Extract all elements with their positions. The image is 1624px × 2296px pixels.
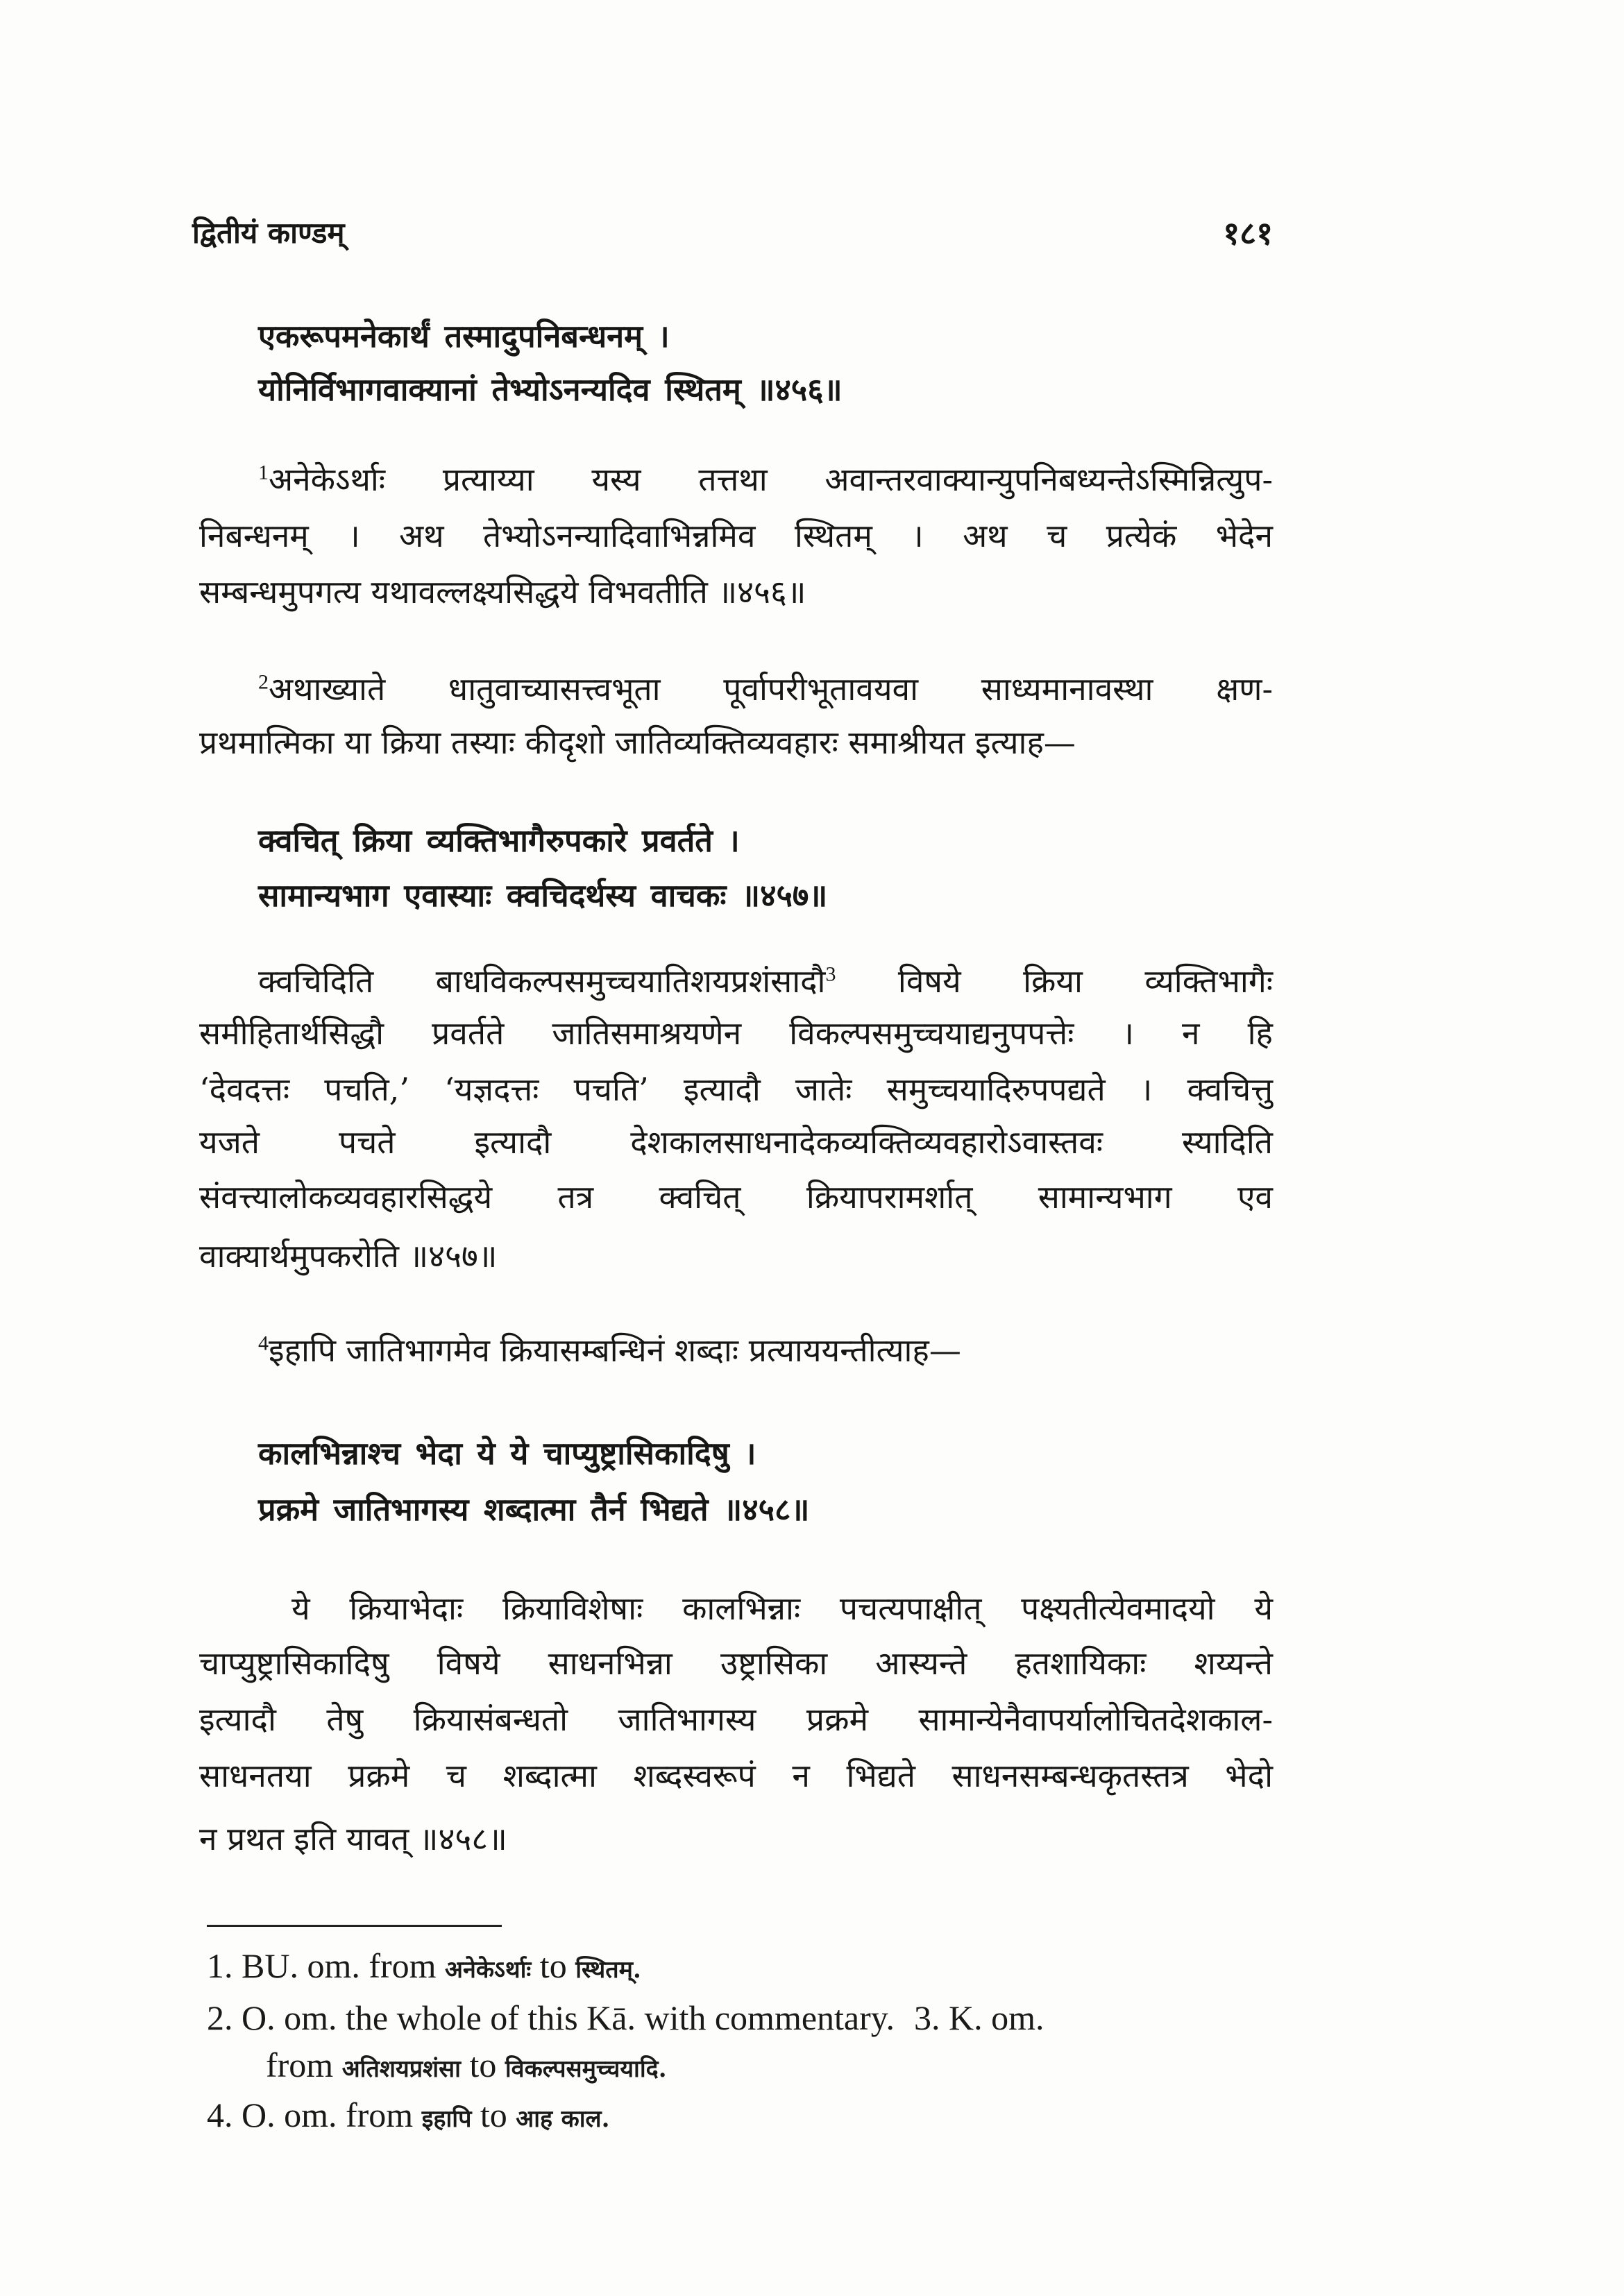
- footnote-4-label: 4. O. om. from: [207, 2095, 414, 2134]
- commentary-458-line-3: इत्यादौ तेषु क्रियासंबन्धतो जातिभागस्य प्रक्रमे सामान्येनैवापर्यालोचितदेशकाल-: [199, 1701, 1273, 1738]
- commentary-457-line-6: वाक्यार्थमुपकरोति ॥४५७॥: [199, 1237, 498, 1275]
- verse-457-line-2: सामान्यभाग एवास्याः क्वचिदर्थस्य वाचकः ॥४५७॥: [258, 877, 828, 914]
- commentary-456-text: अनेकेऽर्थाः प्रत्याय्या यस्य तत्तथा अवान्तरवाक्यान्युपनिबध्यन्तेऽस्मिन्नित्युप-: [269, 461, 1273, 498]
- intro-458-line-1: [258, 1324, 961, 1377]
- commentary-456-line-3: सम्बन्धमुपगत्य यथावल्लक्ष्यसिद्धये विभवतीति ॥४५६॥: [199, 573, 806, 611]
- commentary-458-line-1: ये क्रियाभेदाः क्रियाविशेषाः कालभिन्नाः पचत्यपाक्षीत् पक्ष्यतीत्येवमादयो ये: [291, 1590, 1273, 1627]
- commentary-456-line-2: निबन्धनम् । अथ तेभ्योऽनन्यादिवाभिन्नमिव स्थितम् । अथ च प्रत्येकं भेदेन: [199, 517, 1273, 554]
- intro-457-line-2: प्रथमात्मिका या क्रिया तस्याः कीदृशो जातिव्यक्तिव्यवहारः समाश्रीयत इत्याह—: [199, 724, 1076, 761]
- verse-456-line-1: एकरूपमनेकार्थं तस्मादुपनिबन्धनम् ।: [258, 318, 670, 355]
- intro-457-text: अथाख्याते धातुवाच्यासत्त्वभूता पूर्वापरीभूतावयवा साध्यमानावस्था क्षण-: [269, 670, 1273, 708]
- commentary-457-line-3: ‘देवदत्तः पचति,’ ‘यज्ञदत्तः पचति’ इत्यादौ जातेः समुच्चयादिरुपपद्यते । क्वचित्तु: [199, 1071, 1273, 1108]
- footnote-ref-3: 3: [825, 962, 836, 986]
- commentary-457-line-2: समीहितार्थसिद्धौ प्रवर्तते जातिसमाश्रयणेन विकल्पसमुच्चयाद्यनुपपत्तेः । न हि: [199, 1014, 1273, 1052]
- verse-458-line-2: प्रक्रमे जातिभागस्य शब्दात्मा तैर्न भिद्यते ॥४५८॥: [258, 1491, 810, 1528]
- footnote-3-end: विकल्पसमुच्चयादि.: [505, 2055, 667, 2083]
- commentary-457-text-before: क्वचिदिति बाधविकल्पसमुच्चयातिशयप्रशंसादौ: [258, 962, 826, 1000]
- commentary-458-line-4: साधनतया प्रक्रमे च शब्दात्मा शब्दस्वरूपं न भिद्यते साधनसम्बन्धकृतस्तत्र भेदो: [199, 1757, 1273, 1794]
- footnote-ref-2: 2: [258, 670, 269, 694]
- footnote-ref-1: 1: [258, 461, 269, 484]
- footnote-4-extra: काल.: [561, 2105, 610, 2133]
- footnote-3-to: to: [469, 2046, 497, 2084]
- footnote-4: [207, 2089, 609, 2141]
- footnote-1: [207, 1939, 641, 1992]
- footnote-3-from: from: [266, 2046, 334, 2084]
- verse-457-line-1: क्वचित् क्रिया व्यक्तिभागैरुपकारे प्रवर्तते ।: [258, 822, 740, 859]
- commentary-458-line-5: न प्रथत इति यावत् ॥४५८॥: [199, 1820, 507, 1857]
- commentary-457-text-after: विषये क्रिया व्यक्तिभागैः: [897, 962, 1274, 1000]
- footnote-2: [207, 1991, 1044, 2044]
- footnote-rule: [207, 1925, 502, 1927]
- footnote-3-continuation: [266, 2039, 667, 2091]
- verse-456-line-2: योनिर्विभागवाक्यानां तेभ्योऽनन्यदिव स्थितम् ॥४५६॥: [258, 371, 843, 408]
- page-number: १८१: [1223, 214, 1273, 252]
- commentary-458-line-2: चाप्युष्ट्रासिकादिषु विषये साधनभिन्ना उष्ट्रासिका आस्यन्ते हतशायिकाः शय्यन्ते: [199, 1644, 1273, 1682]
- commentary-457-line-1: [258, 955, 1273, 1007]
- footnote-2-text: 2. O. om. the whole of this Kā. with commentary.: [207, 1998, 895, 2037]
- footnote-4-start: इहापि: [421, 2105, 472, 2133]
- footnote-3-label: 3. K. om.: [914, 1998, 1044, 2037]
- footnote-1-end: स्थितम्.: [575, 1956, 641, 1984]
- footnote-3-start: अतिशयप्रशंसा: [341, 2055, 461, 2083]
- footnote-4-end: आह: [516, 2105, 553, 2133]
- commentary-457-line-5: संवत्त्यालोकव्यवहारसिद्धये तत्र क्वचित् क्रियापरामर्शात् सामान्यभाग एव: [199, 1178, 1273, 1216]
- footnote-4-to: to: [480, 2095, 507, 2134]
- running-head-title: द्वितीयं काण्डम्: [192, 216, 345, 250]
- intro-457-line-1: [258, 663, 1273, 715]
- commentary-457-line-4: यजते पचते इत्यादौ देशकालसाधनादेकव्यक्तिव्यवहारोऽवास्तवः स्यादिति: [199, 1123, 1273, 1161]
- verse-458-line-1: कालभिन्नाश्च भेदा ये ये चाप्युष्ट्रासिकादिषु ।: [258, 1435, 756, 1472]
- footnote-1-to: to: [539, 1946, 567, 1985]
- commentary-456-line-1: [258, 453, 1273, 506]
- footnote-1-start: अनेकेऽर्थाः: [445, 1956, 532, 1984]
- footnote-1-label: 1. BU. om. from: [207, 1946, 437, 1985]
- footnote-ref-4: 4: [258, 1332, 269, 1355]
- intro-458-text: इहापि जातिभागमेव क्रियासम्बन्धिनं शब्दाः प्रत्याययन्तीत्याह—: [269, 1332, 961, 1369]
